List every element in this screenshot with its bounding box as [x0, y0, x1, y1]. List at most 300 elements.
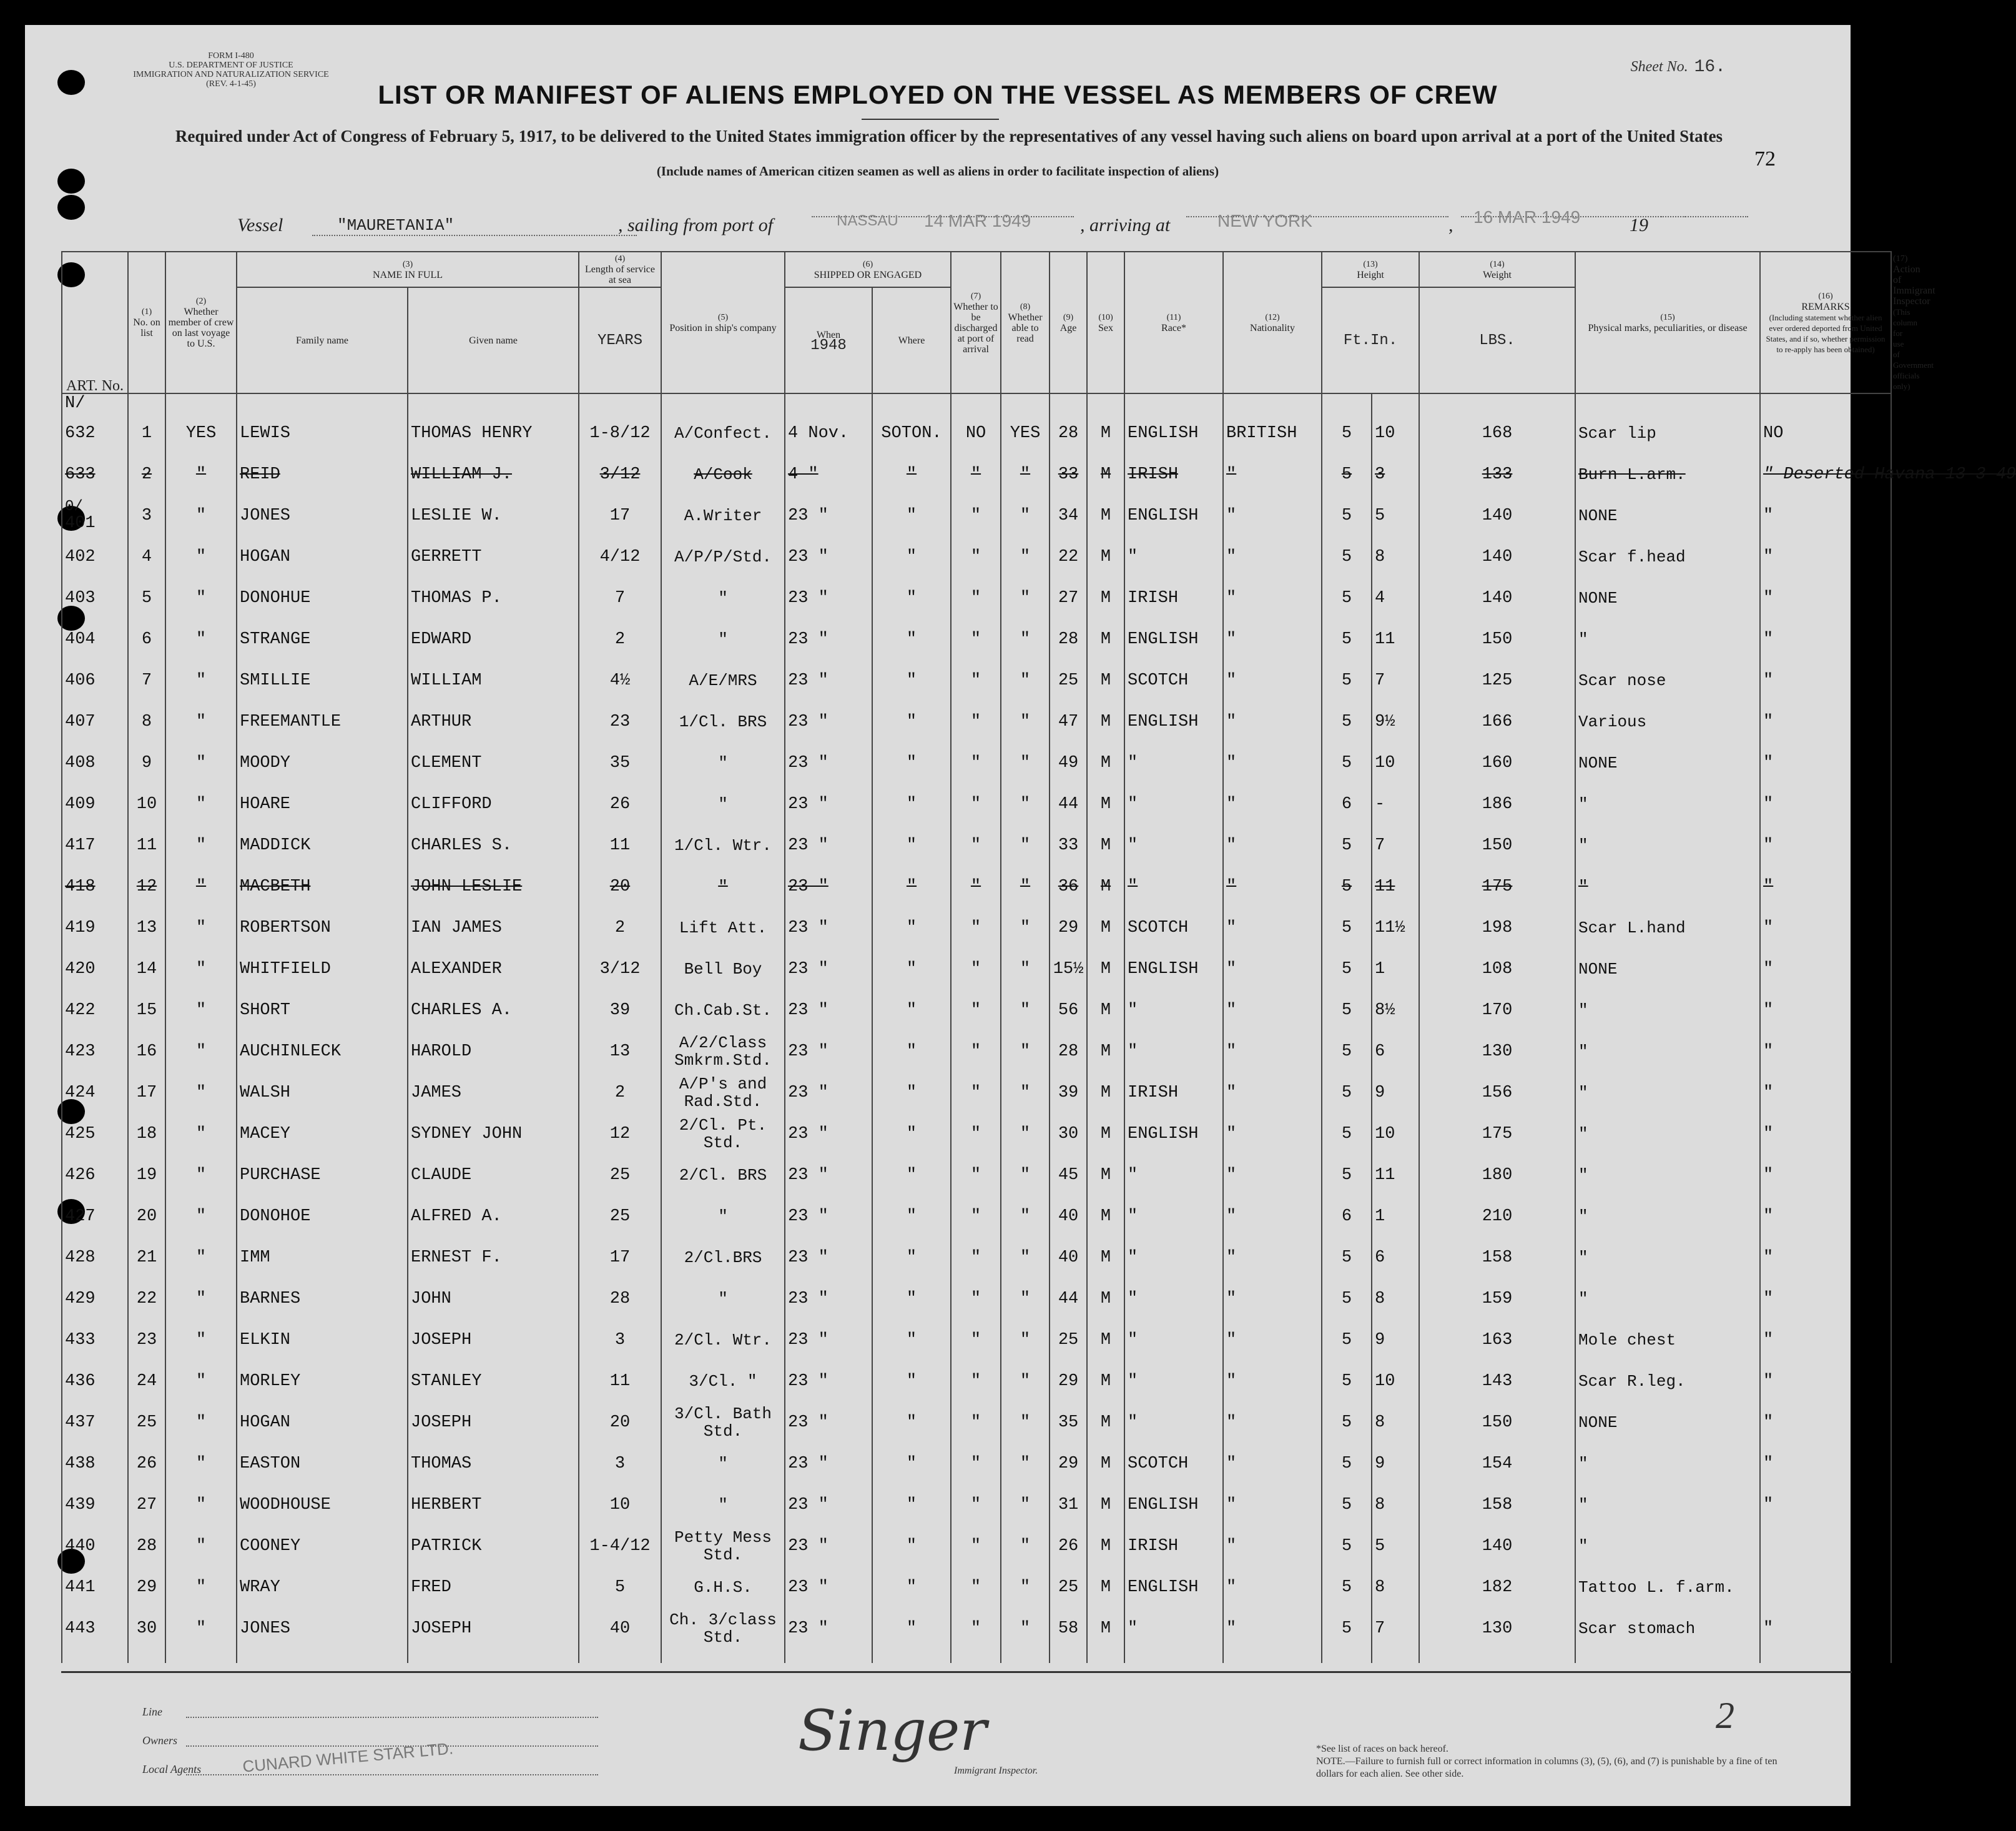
spacer-row — [62, 1649, 1891, 1663]
col-shipped-or-engaged: (6) SHIPPED OR ENGAGED — [785, 252, 951, 287]
cell-nationality: " — [1223, 536, 1322, 578]
cell-sex: M — [1087, 907, 1124, 949]
cell-art-number: 633 — [62, 454, 128, 495]
cell-service-length: 25 — [579, 1155, 661, 1196]
table-row — [62, 907, 1891, 949]
manifest-footer — [61, 1671, 1852, 1817]
cell-family-name: DONOHOE — [237, 1196, 408, 1237]
cell-family-name: MACEY — [237, 1113, 408, 1155]
cell-height-feet: 5 — [1322, 1443, 1372, 1484]
cell-art-number: 422 — [62, 990, 128, 1031]
cell-age: 22 — [1050, 536, 1087, 578]
cell-weight: 182 — [1419, 1567, 1575, 1608]
cell-family-name: WRAY — [237, 1567, 408, 1608]
cell-remarks: " — [1760, 1031, 1891, 1072]
cell-height-inches: 8 — [1372, 1567, 1419, 1608]
cell-list-number: 3 — [128, 495, 165, 536]
cell-nationality: " — [1223, 907, 1322, 949]
cell-discharged: " — [951, 701, 1001, 743]
cell-age: 25 — [1050, 1567, 1087, 1608]
cell-age: 31 — [1050, 1484, 1087, 1526]
cell-physical-marks: " — [1575, 1155, 1760, 1196]
cell-given-name: ARTHUR — [408, 701, 579, 743]
cell-able-to-read: " — [1001, 1484, 1050, 1526]
cell-nationality: " — [1223, 1278, 1322, 1320]
cell-nationality: " — [1223, 784, 1322, 825]
cell-service-length: 1-8/12 — [579, 413, 661, 454]
cell-able-to-read: " — [1001, 619, 1050, 660]
cell-age: 29 — [1050, 1361, 1087, 1402]
cell-nationality: " — [1223, 1361, 1322, 1402]
cell-race: " — [1124, 866, 1223, 907]
cell-shipped-where: " — [872, 1278, 951, 1320]
cell-remarks: " — [1760, 825, 1891, 866]
cell-height-inches: 6 — [1372, 1237, 1419, 1278]
cell-last-voyage: " — [165, 1443, 237, 1484]
cell-age: 25 — [1050, 1320, 1087, 1361]
cell-weight: 140 — [1419, 536, 1575, 578]
col-to-be-discharged: (7) Whether to be discharged at port of arrival — [951, 252, 1001, 393]
cell-art-number: 406 — [62, 660, 128, 701]
cell-shipped-where: " — [872, 990, 951, 1031]
cell-nationality: " — [1223, 1608, 1322, 1649]
cell-weight: 130 — [1419, 1031, 1575, 1072]
cell-last-voyage: " — [165, 536, 237, 578]
cell-last-voyage: " — [165, 1402, 237, 1443]
cell-family-name: MOODY — [237, 743, 408, 784]
cell-weight: 133 — [1419, 454, 1575, 495]
cell-physical-marks: Mole chest — [1575, 1320, 1760, 1361]
cell-sex: M — [1087, 1526, 1124, 1567]
cell-weight: 168 — [1419, 413, 1575, 454]
cell-physical-marks: NONE — [1575, 495, 1760, 536]
cell-discharged: " — [951, 578, 1001, 619]
cell-shipped-where: " — [872, 1608, 951, 1649]
cell-list-number: 25 — [128, 1402, 165, 1443]
cell-last-voyage: " — [165, 825, 237, 866]
cell-shipped-where: " — [872, 1443, 951, 1484]
cell-remarks: " — [1760, 784, 1891, 825]
cell-shipped-when: 23 " — [785, 949, 872, 990]
cell-height-inches: 7 — [1372, 825, 1419, 866]
cell-remarks: " — [1760, 536, 1891, 578]
cell-family-name: AUCHINLECK — [237, 1031, 408, 1072]
cell-shipped-where: SOTON. — [872, 413, 951, 454]
cell-art-number: 438 — [62, 1443, 128, 1484]
cell-race: IRISH — [1124, 578, 1223, 619]
cell-shipped-when: 4 " — [785, 454, 872, 495]
cell-position: 2/Cl. Pt. Std. — [661, 1113, 785, 1155]
cell-last-voyage: " — [165, 454, 237, 495]
cell-shipped-when: 23 " — [785, 784, 872, 825]
cell-art-number: 427 — [62, 1196, 128, 1237]
cell-family-name: STRANGE — [237, 619, 408, 660]
cell-family-name: IMM — [237, 1237, 408, 1278]
cell-position: 1/Cl. Wtr. — [661, 825, 785, 866]
inclusion-note: (Include names of American citizen seamen as well as aliens in order to facilitate inspection of aliens) — [656, 164, 1219, 179]
cell-height-feet: 6 — [1322, 1196, 1372, 1237]
cell-discharged: " — [951, 1484, 1001, 1526]
col-sex: (10) Sex — [1087, 252, 1124, 393]
cell-service-length: 25 — [579, 1196, 661, 1237]
cell-remarks: " — [1760, 660, 1891, 701]
cell-age: 44 — [1050, 1278, 1087, 1320]
table-row — [62, 495, 1891, 536]
col-age: (9) Age — [1050, 252, 1087, 393]
cell-family-name: BARNES — [237, 1278, 408, 1320]
cell-position: Petty Mess Std. — [661, 1526, 785, 1567]
sheet-number: Sheet No. 16. — [1630, 57, 1726, 77]
cell-family-name: WOODHOUSE — [237, 1484, 408, 1526]
cell-remarks: " — [1760, 1443, 1891, 1484]
document-title: LIST OR MANIFEST OF ALIENS EMPLOYED ON THE VESSEL AS MEMBERS OF CREW — [378, 80, 1498, 109]
port-of-departure: NASSAU 14 MAR 1949 — [812, 216, 1074, 217]
cell-able-to-read: " — [1001, 784, 1050, 825]
cell-last-voyage: " — [165, 784, 237, 825]
cell-sex: M — [1087, 784, 1124, 825]
cell-race: " — [1124, 1237, 1223, 1278]
cell-service-length: 2 — [579, 1072, 661, 1113]
cell-shipped-when: 23 " — [785, 1031, 872, 1072]
cell-family-name: JONES — [237, 495, 408, 536]
cell-height-inches: 8 — [1372, 536, 1419, 578]
table-row — [62, 1237, 1891, 1278]
cell-list-number: 19 — [128, 1155, 165, 1196]
cell-able-to-read: " — [1001, 536, 1050, 578]
cell-position: A/E/MRS — [661, 660, 785, 701]
cell-art-number: 439 — [62, 1484, 128, 1526]
cell-nationality: BRITISH — [1223, 413, 1322, 454]
col-height: (13) Height — [1322, 252, 1419, 287]
table-row — [62, 1443, 1891, 1484]
cell-discharged: " — [951, 1072, 1001, 1113]
cell-remarks: " — [1760, 701, 1891, 743]
cell-list-number: 10 — [128, 784, 165, 825]
cell-shipped-when: 23 " — [785, 1443, 872, 1484]
cell-weight: 175 — [1419, 1113, 1575, 1155]
local-agents-field — [186, 1774, 598, 1775]
statutory-notice: Required under Act of Congress of February 5, 1917, to be delivered to the United States immigration officer by the representatives of any vessel having such aliens on board upon arrival at a port of the United States — [175, 127, 1723, 146]
cell-race: " — [1124, 1155, 1223, 1196]
cell-age: 49 — [1050, 743, 1087, 784]
cell-sex: M — [1087, 413, 1124, 454]
cell-height-inches: 3 — [1372, 454, 1419, 495]
table-row — [62, 1526, 1891, 1567]
cell-height-inches: 10 — [1372, 743, 1419, 784]
cell-nationality: " — [1223, 619, 1322, 660]
cell-able-to-read: " — [1001, 990, 1050, 1031]
cell-height-inches: 9 — [1372, 1072, 1419, 1113]
cell-nationality: " — [1223, 701, 1322, 743]
cell-given-name: JAMES — [408, 1072, 579, 1113]
cell-family-name: COONEY — [237, 1526, 408, 1567]
cell-weight: 150 — [1419, 1402, 1575, 1443]
cell-height-feet: 5 — [1322, 536, 1372, 578]
cell-remarks: " — [1760, 1402, 1891, 1443]
cell-discharged: " — [951, 907, 1001, 949]
cell-discharged: " — [951, 866, 1001, 907]
cell-given-name: GERRETT — [408, 536, 579, 578]
cell-given-name: CHARLES A. — [408, 990, 579, 1031]
crew-manifest-table: ART. No. (1) No. on list (2) Whether member of crew on last voyage to U.S. (3) NAME IN FULL (4) Length of service at sea (5) Position in ship's company (6) SHIPPED OR ENGAGED (7) Whether to be discharged at port of arrival (8) Whether able to read (9) Age (10) Sex (11) Race* (12) Nationality (13) Height (14) Weight (15) Physical marks, peculiarities, or disease (16) REMARKS (Including statement whether alien ever ordered deported from United States, and if so, whether permission to re-apply has been obtained) (17) Action of Immigrant Inspector (This column for use of Government officials only) Family name Given name YEARS When 1948 Where Ft.In. LBS. N/ 632 1 YES LEWIS THOMAS HENRY 1-8/12 A/Confect. 4 Nov. SOTON. NO YES 28 M ENGLISH BRITISH 5 10 168 Scar lip NO 633 2 " REID WILLIAM J. 3/12 A/Cook 4 " " " " 33 M IRISH " 5 3 133 Burn L.arm. " Deserted Havana 13-3-49 0/ 401 3 " JONES LESLIE W. 17 A.Writer 23 " " " " 34 M ENGLISH " 5 5 140 NONE " 402 4 " HOGAN GERRETT 4/12 A/P/P/Std. 23 " " " " 22 M " " 5 8 140 Scar f.head " 403 5 " DONOHUE THOMAS P. 7 " 23 " " " " 27 M IRISH " 5 4 140 NONE " 404 6 " STRANGE EDWARD 2 " 23 " " " " 28 M ENGLISH " 5 11 150 " " 406 7 " SMILLIE WILLIAM 4½ A/E/MRS 23 " " " " 25 M SCOTCH " 5 7 125 Scar nose " 407 8 " FREEMANTLE ARTHUR 23 1/Cl. BRS 23 " " " " 47 M ENGLISH " 5 9½ 166 Various " 408 9 " MOODY CLEMENT 35 " 23 " " " " 49 M " " 5 10 160 NONE " 409 10 " HOARE CLIFFORD 26 " 23 " " " " 44 M " " 6 - 186 " " 417 11 " MADDICK CHARLES S. 11 1/Cl. Wtr. 23 " " " " 33 M " " 5 7 150 " " 418 12 " MACBETH JOHN LESLIE 20 " 23 " " " " 36 M " " 5 11 175 " " 419 13 " ROBERTSON IAN JAMES 2 Lift Att. 23 " " " " 29 M SCOTCH " 5 11½ 198 Scar L.hand " 420 14 " WHITFIELD ALEXANDER 3/12 Bell Boy 23 " " " " 15½ M ENGLISH " 5 1 108 NONE " 422 15 " SHORT CHARLES A. 39 Ch.Cab.St. 23 " " " " 56 M " " 5 8½ 170 " " 423 16 " AUCHINLECK HAROLD 13 A/2/Class Smkrm.Std. 23 " " " " 28 M " " 5 6 130 " " 424 17 " WALSH JAMES 2 A/P's and Rad.Std. 23 " " " " 39 M IRISH " 5 9 156 " " 425 18 " MACEY SYDNEY JOHN 12 2/Cl. Pt. Std. 23 " " " " 30 M ENGLISH " 5 10 175 " " 426 19 " PURCHASE CLAUDE 25 2/Cl. BRS 23 " " " " 45 M " " 5 11 180 " " 427 20 " DONOHOE ALFRED A. 25 " 23 " " " " 40 M " " 6 1 210 " " 428 21 " IMM ERNEST F. 17 2/Cl.BRS 23 " " " " 40 M " " 5 6 158 " " 429 22 " BARNES JOHN 28 " 23 " " " " 44 M " " 5 8 159 " " 433 23 " ELKIN JOSEPH 3 2/Cl. Wtr. 23 " " " " 25 M " " 5 9 163 Mole chest " 436 24 " MORLEY STANLEY 11 3/Cl. " 23 " " " " 29 M " " 5 10 143 Scar R.leg. " 437 25 " HOGAN JOSEPH 20 3/Cl. Bath Std. 23 " " " " 35 M " " 5 8 150 NONE " 438 26 " EASTON THOMAS 3 " 23 " " " " 29 M SCOTCH " 5 9 154 " " 439 27 " WOODHOUSE HERBERT 10 " 23 " " " " 31 M ENGLISH " 5 8 158 " " 440 28 " COONEY PATRICK 1-4/12 Petty Mess Std. 23 " " " " 26 M IRISH " 5 5 140 " 441 29 " WRAY FRED 5 G.H.S. 23 " " " " 25 M ENGLISH " 5 8 182 Tattoo L. f.arm. 443 30 " JONES JOSEPH 40 Ch. 3/class Std. 23 " " " " 58 M " " 5 7 130 Scar stomach " — [61, 251, 1892, 1663]
cell-given-name: EDWARD — [408, 619, 579, 660]
cell-weight: 125 — [1419, 660, 1575, 701]
cell-height-feet: 5 — [1322, 866, 1372, 907]
cell-service-length: 2 — [579, 907, 661, 949]
table-row — [62, 1567, 1891, 1608]
cell-given-name: WILLIAM — [408, 660, 579, 701]
cell-age: 58 — [1050, 1608, 1087, 1649]
cell-discharged: " — [951, 949, 1001, 990]
cell-list-number: 1 — [128, 413, 165, 454]
cell-able-to-read: " — [1001, 578, 1050, 619]
cell-shipped-where: " — [872, 1567, 951, 1608]
cell-art-number: 417 — [62, 825, 128, 866]
cell-weight: 140 — [1419, 578, 1575, 619]
cell-height-feet: 5 — [1322, 413, 1372, 454]
cell-nationality: " — [1223, 1113, 1322, 1155]
cell-family-name: HOARE — [237, 784, 408, 825]
cell-family-name: WHITFIELD — [237, 949, 408, 990]
cell-discharged: " — [951, 1320, 1001, 1361]
cell-shipped-where: " — [872, 578, 951, 619]
table-row — [62, 1484, 1891, 1526]
cell-shipped-when: 23 " — [785, 660, 872, 701]
cell-discharged: " — [951, 784, 1001, 825]
cell-height-inches: 5 — [1372, 495, 1419, 536]
cell-shipped-when: 23 " — [785, 1196, 872, 1237]
cell-age: 47 — [1050, 701, 1087, 743]
cell-art-number: 443 — [62, 1608, 128, 1649]
cell-age: 45 — [1050, 1155, 1087, 1196]
cell-service-length: 35 — [579, 743, 661, 784]
cell-family-name: MADDICK — [237, 825, 408, 866]
cell-shipped-when: 23 " — [785, 1072, 872, 1113]
cell-nationality: " — [1223, 1567, 1322, 1608]
cell-physical-marks: " — [1575, 1237, 1760, 1278]
cell-list-number: 29 — [128, 1567, 165, 1608]
cell-able-to-read: " — [1001, 1526, 1050, 1567]
cell-sex: M — [1087, 1278, 1124, 1320]
cell-service-length: 12 — [579, 1113, 661, 1155]
cell-remarks: NO — [1760, 413, 1891, 454]
cell-service-length: 39 — [579, 990, 661, 1031]
cell-race: " — [1124, 743, 1223, 784]
cell-race: ENGLISH — [1124, 1567, 1223, 1608]
col-art-no: ART. No. — [62, 252, 128, 393]
cell-nationality: " — [1223, 866, 1322, 907]
table-row — [62, 1608, 1891, 1649]
owners-stamp: CUNARD WHITE STAR LTD. — [242, 1739, 455, 1776]
cell-position: A/P/P/Std. — [661, 536, 785, 578]
cell-discharged: " — [951, 1402, 1001, 1443]
cell-sex: M — [1087, 660, 1124, 701]
title-underline — [862, 119, 999, 120]
local-agents-label: Local Agents — [142, 1763, 202, 1775]
cell-remarks: " — [1760, 743, 1891, 784]
cell-service-length: 1-4/12 — [579, 1526, 661, 1567]
cell-last-voyage: " — [165, 1113, 237, 1155]
cell-able-to-read: " — [1001, 1402, 1050, 1443]
table-row — [62, 1072, 1891, 1113]
cell-remarks: " — [1760, 1278, 1891, 1320]
cell-shipped-when: 23 " — [785, 743, 872, 784]
table-row — [62, 784, 1891, 825]
cell-family-name: ELKIN — [237, 1320, 408, 1361]
cell-race: " — [1124, 1278, 1223, 1320]
cell-height-inches: 1 — [1372, 949, 1419, 990]
cell-physical-marks: " — [1575, 825, 1760, 866]
cell-list-number: 16 — [128, 1031, 165, 1072]
cell-age: 39 — [1050, 1072, 1087, 1113]
cell-height-inches: 6 — [1372, 1031, 1419, 1072]
cell-race: " — [1124, 1608, 1223, 1649]
cell-sex: M — [1087, 1113, 1124, 1155]
cell-nationality: " — [1223, 1402, 1322, 1443]
cell-art-number: 433 — [62, 1320, 128, 1361]
cell-nationality: " — [1223, 743, 1322, 784]
cell-sex: M — [1087, 1155, 1124, 1196]
col-years: YEARS — [579, 287, 661, 393]
cell-age: 34 — [1050, 495, 1087, 536]
cell-given-name: JOSEPH — [408, 1608, 579, 1649]
cell-discharged: NO — [951, 413, 1001, 454]
cell-remarks: " — [1760, 866, 1891, 907]
cell-sex: M — [1087, 866, 1124, 907]
cell-given-name: FRED — [408, 1567, 579, 1608]
cell-family-name: DONOHUE — [237, 578, 408, 619]
cell-shipped-when: 23 " — [785, 619, 872, 660]
cell-remarks: " — [1760, 1237, 1891, 1278]
table-row — [62, 701, 1891, 743]
cell-sex: M — [1087, 1402, 1124, 1443]
arrival-year — [1661, 216, 1748, 217]
cell-sex: M — [1087, 1484, 1124, 1526]
cell-list-number: 21 — [128, 1237, 165, 1278]
cell-service-length: 7 — [579, 578, 661, 619]
cell-discharged: " — [951, 990, 1001, 1031]
cell-race: SCOTCH — [1124, 907, 1223, 949]
cell-height-feet: 6 — [1322, 784, 1372, 825]
cell-physical-marks: NONE — [1575, 1402, 1760, 1443]
cell-family-name: LEWIS — [237, 413, 408, 454]
cell-shipped-where: " — [872, 949, 951, 990]
cell-nationality: " — [1223, 1196, 1322, 1237]
cell-physical-marks: Burn L.arm. — [1575, 454, 1760, 495]
cell-position: 2/Cl. Wtr. — [661, 1320, 785, 1361]
cell-physical-marks: " — [1575, 990, 1760, 1031]
cell-art-number: 437 — [62, 1402, 128, 1443]
cell-list-number: 27 — [128, 1484, 165, 1526]
cell-given-name: PATRICK — [408, 1526, 579, 1567]
cell-age: 56 — [1050, 990, 1087, 1031]
cell-physical-marks: " — [1575, 1072, 1760, 1113]
cell-shipped-where: " — [872, 660, 951, 701]
cell-height-feet: 5 — [1322, 619, 1372, 660]
punch-hole — [57, 169, 85, 194]
cell-age: 25 — [1050, 660, 1087, 701]
cell-discharged: " — [951, 495, 1001, 536]
table-row — [62, 1278, 1891, 1320]
cell-remarks: " — [1760, 1072, 1891, 1113]
cell-height-feet: 5 — [1322, 949, 1372, 990]
cell-able-to-read: " — [1001, 454, 1050, 495]
cell-sex: M — [1087, 1320, 1124, 1361]
cell-discharged: " — [951, 536, 1001, 578]
cell-physical-marks: NONE — [1575, 949, 1760, 990]
art-value: 401 — [65, 514, 96, 533]
cell-discharged: " — [951, 1155, 1001, 1196]
cell-shipped-when: 23 " — [785, 825, 872, 866]
table-row — [62, 619, 1891, 660]
cell-family-name: MACBETH — [237, 866, 408, 907]
cell-height-feet: 5 — [1322, 1031, 1372, 1072]
cell-weight: 130 — [1419, 1608, 1575, 1649]
cell-service-length: 10 — [579, 1484, 661, 1526]
cell-height-inches: 8 — [1372, 1278, 1419, 1320]
cell-race: " — [1124, 825, 1223, 866]
cell-race: IRISH — [1124, 1526, 1223, 1567]
cell-nationality: " — [1223, 1443, 1322, 1484]
cell-list-number: 6 — [128, 619, 165, 660]
cell-position: G.H.S. — [661, 1567, 785, 1608]
punch-hole — [57, 195, 85, 220]
cell-art-number: 440 — [62, 1526, 128, 1567]
cell-height-inches: 8 — [1372, 1402, 1419, 1443]
cell-last-voyage: " — [165, 1320, 237, 1361]
cell-physical-marks: Scar L.hand — [1575, 907, 1760, 949]
cell-height-inches: 9 — [1372, 1443, 1419, 1484]
cell-age: 33 — [1050, 454, 1087, 495]
cell-shipped-where: " — [872, 866, 951, 907]
cell-shipped-where: " — [872, 1320, 951, 1361]
cell-last-voyage: " — [165, 1237, 237, 1278]
cell-position: " — [661, 1278, 785, 1320]
table-row — [62, 1361, 1891, 1402]
cell-position: 3/Cl. " — [661, 1361, 785, 1402]
cell-remarks: " Deserted Havana 13-3-49 — [1760, 454, 1891, 495]
cell-height-inches: 1 — [1372, 1196, 1419, 1237]
cell-last-voyage: " — [165, 1278, 237, 1320]
cell-sex: M — [1087, 1072, 1124, 1113]
cell-service-length: 3 — [579, 1443, 661, 1484]
cell-last-voyage: " — [165, 1361, 237, 1402]
cell-height-feet: 5 — [1322, 1072, 1372, 1113]
cell-art-number: 426 — [62, 1155, 128, 1196]
handwritten-mark: 2 — [1716, 1695, 1734, 1736]
cell-art-number: 632 — [62, 413, 128, 454]
cell-shipped-when: 23 " — [785, 1526, 872, 1567]
cell-weight: 166 — [1419, 701, 1575, 743]
cell-shipped-when: 23 " — [785, 990, 872, 1031]
cell-sex: M — [1087, 536, 1124, 578]
cell-position: " — [661, 578, 785, 619]
cell-last-voyage: " — [165, 701, 237, 743]
cell-art-number — [62, 495, 128, 536]
cell-able-to-read: " — [1001, 1113, 1050, 1155]
cell-list-number: 12 — [128, 866, 165, 907]
cell-family-name: SMILLIE — [237, 660, 408, 701]
cell-nationality: " — [1223, 1484, 1322, 1526]
cell-last-voyage: " — [165, 495, 237, 536]
cell-age: 28 — [1050, 1031, 1087, 1072]
manifest-sheet: FORM I-480 U.S. DEPARTMENT OF JUSTICE IMMIGRATION AND NATURALIZATION SERVICE (REV. 4-1-45) Sheet No. 16. 72 LIST OR MANIFEST OF ALIENS EMPLOYED ON THE VESSEL AS MEMBERS OF CREW Required under Act of Congress of February 5, 1917, to be delivered to the United States immigration officer by the representatives of any vessel having such aliens on board upon arrival at a port of the United States (Include names of American citizen seamen as well as aliens in order to facilitate inspection of aliens) Vessel "MAURETANIA" , sailing from port of NASSAU 14 MAR 1949 , arriving at NEW YORK , 16 MAR 1949 19 ART. No. (1) No. on list (2) Whether member of crew on last voyage to U.S. (3) NAME IN FULL (4) Length of service at sea (5) Position in ship's company (6) SHIPPED OR ENGAGED (7) Whether to be discharged at port of arrival (8) Whether able to read (9) Age (10) Sex (11) Race* (12) Nationality (13) Height (14) Weight (15) Physical marks, peculiarities, or disease (16) REMARKS (Including statement whether alien ever ordered deported from United States, and if so, whether permission to re-apply has been obtained) (17) Action of Immigrant Inspector (This column for use of Government officials only) Family name Given name YEARS When 1948 Where Ft.In. LBS. N/ 632 1 YES LEWIS THOMAS HENRY 1-8/12 A/Confect. 4 Nov. SOTON. NO YES 28 M ENGLISH BRITISH 5 10 168 Scar lip NO 633 2 " REID WILLIAM J. 3/12 A/Cook 4 " " " " 33 M IRISH " 5 3 133 Burn L.arm. " Deserted Havana 13-3-49 0/ 401 3 " JONES LESLIE W. 17 A.Writer 23 " " " " 34 M ENGLISH " 5 5 140 NONE " 402 4 " HOGAN GERRETT 4/12 A/P/P/Std. 23 " " " " 22 M " " 5 8 140 Scar f.head " 403 5 " DONOHUE THOMAS P. 7 " 23 " " " " 27 M IRISH " 5 4 140 NONE " 404 6 " STRANGE EDWARD 2 " 23 " " " " 28 M ENGLISH " 5 11 150 " " 406 7 " SMILLIE WILLIAM 4½ A/E/MRS 23 " " " " 25 M SCOTCH " 5 7 125 Scar nose " 407 8 " FREEMANTLE ARTHUR 23 1/Cl. BRS 23 " " " " 47 M ENGLISH " 5 9½ 166 Various " 408 9 " MOODY CLEMENT 35 " 23 " " " " 49 M " " 5 10 160 NONE " 409 10 " HOARE CLIFFORD 26 " 23 " " " " 44 M " " 6 - 186 " " 417 11 " MADDICK CHARLES S. 11 1/Cl. Wtr. 23 " " " " 33 M " " 5 7 150 " " 418 12 " MACBETH JOHN LESLIE 20 " 23 " " " " 36 M " " 5 11 175 " " 419 13 " ROBERTSON IAN JAMES 2 Lift Att. 23 " " " " 29 M SCOTCH " 5 11½ 198 Scar L.hand " 420 14 " WHITFIELD ALEXANDER 3/12 Bell Boy 23 " " " " 15½ M ENGLISH " 5 1 108 NONE " 422 15 " SHORT CHARLES A. 39 Ch.Cab.St. 23 " " " " 56 M " " 5 8½ 170 " " 423 16 " AUCHINLECK HAROLD 13 A/2/Class Smkrm.Std. 23 " " " " 28 M " " 5 6 130 " " 424 17 " WALSH JAMES 2 A/P's and Rad.Std. 23 " " " " 39 M IRISH " 5 9 156 " " 425 18 " MACEY SYDNEY JOHN 12 2/Cl. Pt. Std. 23 " " " " 30 M ENGLISH " 5 10 175 " " 426 19 " PURCHASE CLAUDE 25 2/Cl. BRS 23 " " " " 45 M " " 5 11 180 " " 427 20 " DONOHOE ALFRED A. 25 " 23 " " " " 40 M " " 6 1 210 " " 428 21 " IMM ERNEST F. 17 2/Cl.BRS 23 " " " " 40 M " " 5 6 158 " " 429 22 " BARNES JOHN 28 " 23 " " " " 44 M " " 5 8 159 " " 433 23 " ELKIN JOSEPH 3 2/Cl. Wtr. 23 " " " " 25 M " " 5 9 163 Mole chest " 436 24 " MORLEY STANLEY 11 3/Cl. " 23 " " " " 29 M " " 5 10 143 Scar R.leg. " 437 25 " HOGAN JOSEPH 20 3/Cl. Bath Std. 23 " " " " 35 M " " 5 8 150 NONE " 438 26 " EASTON THOMAS 3 " 23 " " " " 29 M SCOTCH " 5 9 154 " " 439 27 " WOODHOUSE HERBERT 10 " 23 " " " " 31 M ENGLISH " 5 8 158 " " 440 28 " COONEY PATRICK 1-4/12 Petty Mess Std. 23 " " " " 26 M IRISH " 5 5 140 " 441 29 " WRAY FRED 5 G.H.S. 23 " " " " 25 M ENGLISH " 5 8 182 Tattoo L. f.arm. 443 30 " JONES JOSEPH 40 Ch. 3/class Std. 23 " " " " 58 M " " 5 7 130 Scar stomach " Line Owners CUNARD WHITE STAR LTD. Local Agents Singer Immigrant Inspector. 2 *See list of races on back hereof. NOTE.—Failure to furnish full or correct information in columns (3), (5), (6), and (7) is punishable by a fine of ten dollars for each alien. See other side. — [25, 25, 1851, 1806]
cell-position: A/P's and Rad.Std. — [661, 1072, 785, 1113]
cell-discharged: " — [951, 1361, 1001, 1402]
cell-height-feet: 5 — [1322, 825, 1372, 866]
col-where: Where — [872, 287, 951, 393]
cell-height-feet: 5 — [1322, 1237, 1372, 1278]
